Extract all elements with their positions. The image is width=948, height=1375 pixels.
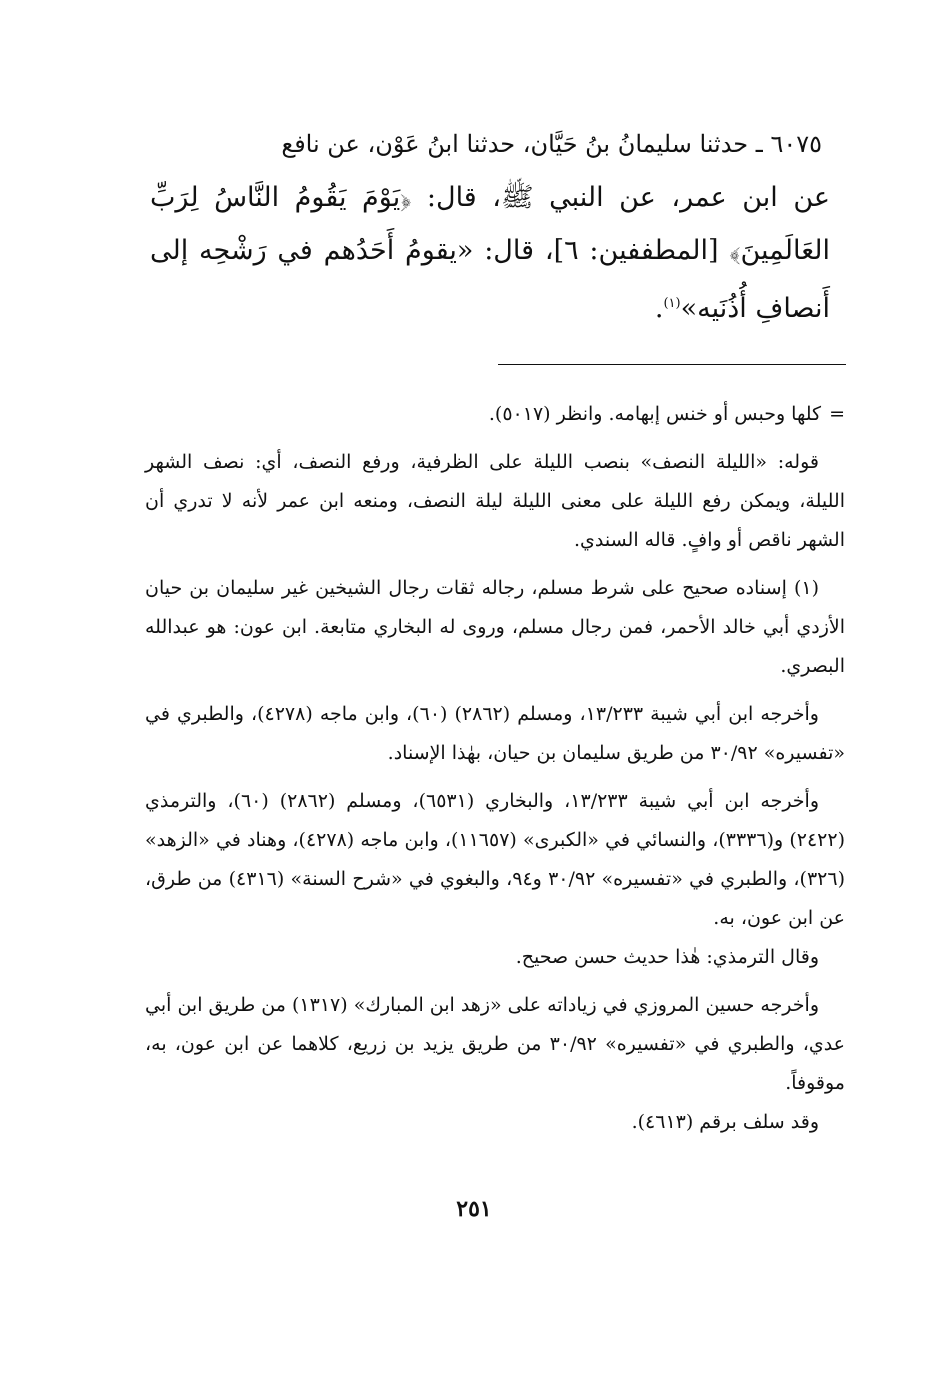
footnote-separator <box>498 364 846 365</box>
hadith-body-text: عن ابن عمر، عن النبي ﷺ، قال: ﴿يَوْمَ يَقُومُ النَّاسُ لِرَبِّ العَالَمِينَ﴾ [المطففين: ٦]، قال: «يقومُ أَحَدُهم في رَشْحِه إلى أَنصافِ أُذُنَيه» <box>150 182 830 324</box>
hadith-end: . <box>654 293 664 324</box>
hadith-text <box>150 118 830 335</box>
footnote-paragraph-2: (١) إسناده صحيح على شرط مسلم، رجاله ثقات رجال الشيخين غير سليمان بن حيان الأزدي أبي خالد الأحمر، فمن رجال مسلم، وروى له البخاري متابعة. ابن عون: هو عبدالله البصري. <box>145 577 845 677</box>
hadith-body <box>150 171 830 335</box>
footnote-continuation <box>145 395 845 434</box>
hadith-chain-line: ٦٠٧٥ ـ حدثنا سليمانُ بنُ حَيَّان، حدثنا ابنُ عَوْن، عن نافع <box>281 130 822 158</box>
footnote-paragraph-5: وقال الترمذي: هٰذا حديث حسن صحيح. <box>515 946 819 968</box>
footnote-paragraph-4: وأخرجه ابن أبي شيبة ١٣/٢٣٣، والبخاري (٦٥٣١)، ومسلم (٢٨٦٢) (٦٠)، والترمذي (٢٤٢٢) و(٣٣٣٦)، والنسائي في «الكبرى» (١١٦٥٧)، وابن ماجه (٤٢٧٨)، وهناد في «الزهد» (٣٢٦)، والطبري في «تفسيره» ٣٠/٩٢ و٩٤، والبغوي في «شرح السنة» (٤٣١٦) من طرق، عن ابن عون، به. <box>145 790 845 929</box>
footnote-ref: (١) <box>663 296 681 311</box>
footnote-paragraph-7: وقد سلف برقم (٤٦١٣). <box>631 1111 819 1133</box>
continuation-mark: = <box>829 403 845 425</box>
continuation-text: كلها وحبس أو خنس إبهامه. وانظر (٥٠١٧). <box>488 403 822 425</box>
footnotes <box>145 395 845 1151</box>
footnote-paragraph-1: قوله: «الليلة النصف» بنصب الليلة على الظرفية، ورفع النصف، أي: نصف الشهر الليلة، ويمكن رفع الليلة على معنى الليلة ليلة النصف، ومنعه ابن عمر لأنه لا تدري أن الشهر ناقص أو وافٍ. قاله السندي. <box>145 451 845 551</box>
page-number: ٢٥١ <box>456 1196 492 1222</box>
footnote-paragraph-6: وأخرجه حسين المروزي في زياداته على «زهد ابن المبارك» (١٣١٧) من طريق ابن أبي عدي، والطبري في «تفسيره» ٣٠/٩٢ من طريق يزيد بن زريع، كلاهما عن ابن عون، به، موقوفاً. <box>145 994 846 1094</box>
footnote-paragraph-3: وأخرجه ابن أبي شيبة ١٣/٢٣٣، ومسلم (٢٨٦٢) (٦٠)، وابن ماجه (٤٢٧٨)، والطبري في «تفسيره» ٣٠/٩٢ من طريق سليمان بن حيان، بهٰذا الإسناد. <box>145 703 845 764</box>
